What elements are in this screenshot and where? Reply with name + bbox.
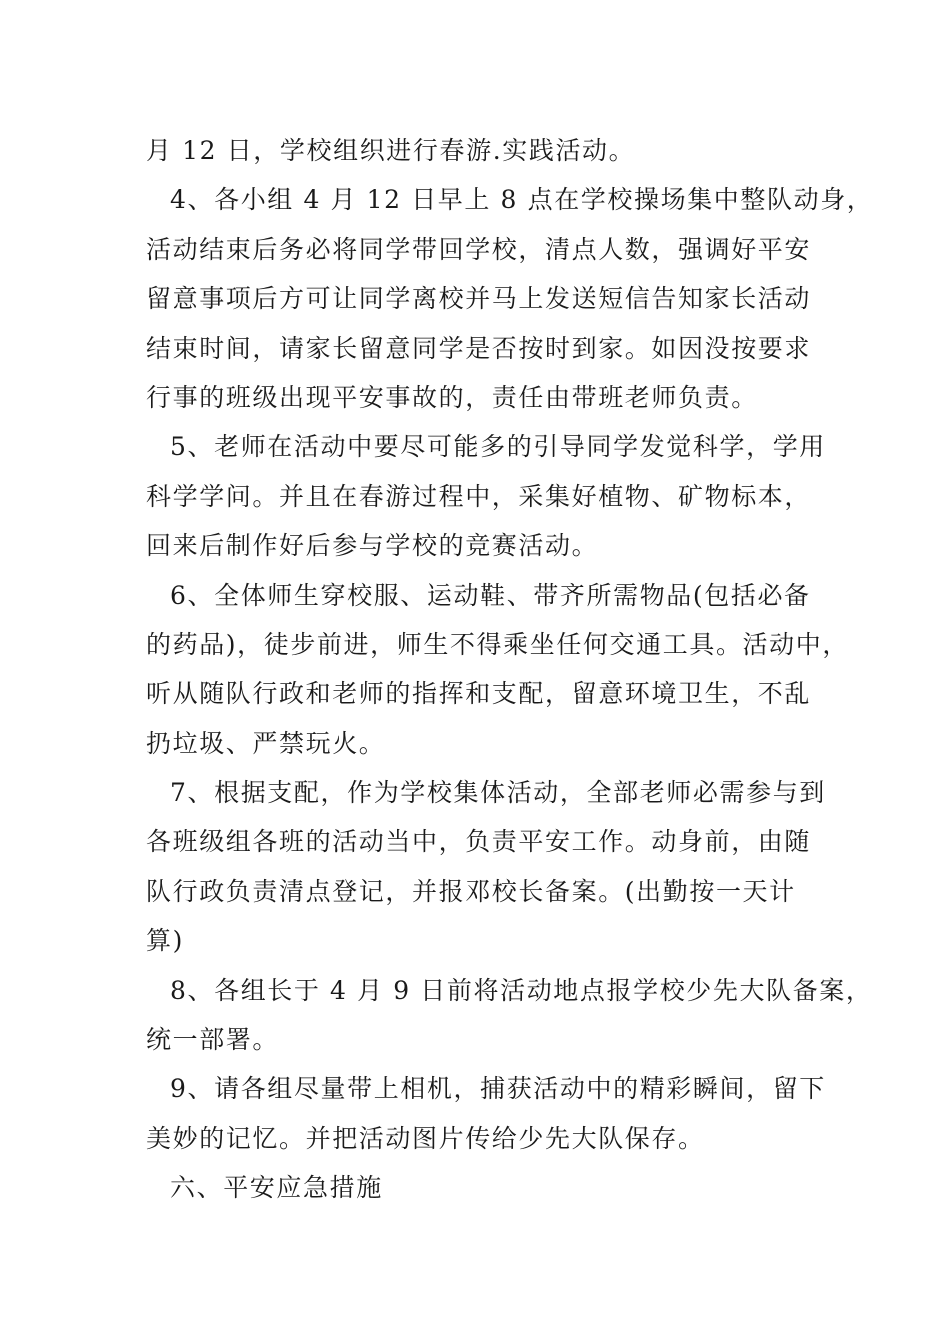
text-line: 美妙的记忆。并把活动图片传给少先大队保存。 — [146, 1123, 705, 1153]
text-line: 7、根据支配，作为学校集体活动，全部老师必需参与到 — [170, 778, 826, 808]
text-line: 回来后制作好后参与学校的竞赛活动。 — [146, 531, 599, 561]
text-line: 4、各小组 4 月 12 日早上 8 点在学校操场集中整队动身， — [170, 185, 874, 215]
text-line: 各班级组各班的活动当中，负责平安工作。动身前，由随 — [146, 827, 812, 857]
text-line: 9、请各组尽量带上相机，捕获活动中的精彩瞬间，留下 — [170, 1074, 826, 1104]
text-line: 队行政负责清点登记，并报邓校长备案。(出勤按一天计 — [146, 876, 796, 906]
document-body — [146, 126, 874, 1213]
text-line: 算) — [146, 926, 184, 956]
text-line: 行事的班级出现平安事故的，责任由带班老师负责。 — [146, 382, 758, 412]
text-line: 的药品)，徒步前进，师生不得乘坐任何交通工具。活动中， — [146, 629, 849, 659]
text-line: 扔垃圾、严禁玩火。 — [146, 728, 386, 758]
text-line: 统一部署。 — [146, 1025, 280, 1055]
section-heading: 六、平安应急措施 — [170, 1173, 383, 1203]
text-line: 月 12 日，学校组织进行春游.实践活动。 — [146, 136, 636, 165]
text-line: 活动结束后务必将同学带回学校，清点人数，强调好平安 — [146, 234, 812, 264]
text-line: 结束时间，请家长留意同学是否按时到家。如因没按要求 — [146, 333, 812, 363]
text-line: 8、各组长于 4 月 9 日前将活动地点报学校少先大队备案， — [170, 975, 873, 1005]
text-line: 留意事项后方可让同学离校并马上发送短信告知家长活动 — [146, 284, 812, 314]
text-line: 6、全体师生穿校服、运动鞋、带齐所需物品(包括必备 — [170, 580, 811, 610]
text-line: 科学学问。并且在春游过程中，采集好植物、矿物标本， — [146, 481, 812, 511]
text-line: 听从随队行政和老师的指挥和支配，留意环境卫生，不乱 — [146, 679, 812, 709]
text-line: 5、老师在活动中要尽可能多的引导同学发觉科学，学用 — [170, 432, 826, 462]
